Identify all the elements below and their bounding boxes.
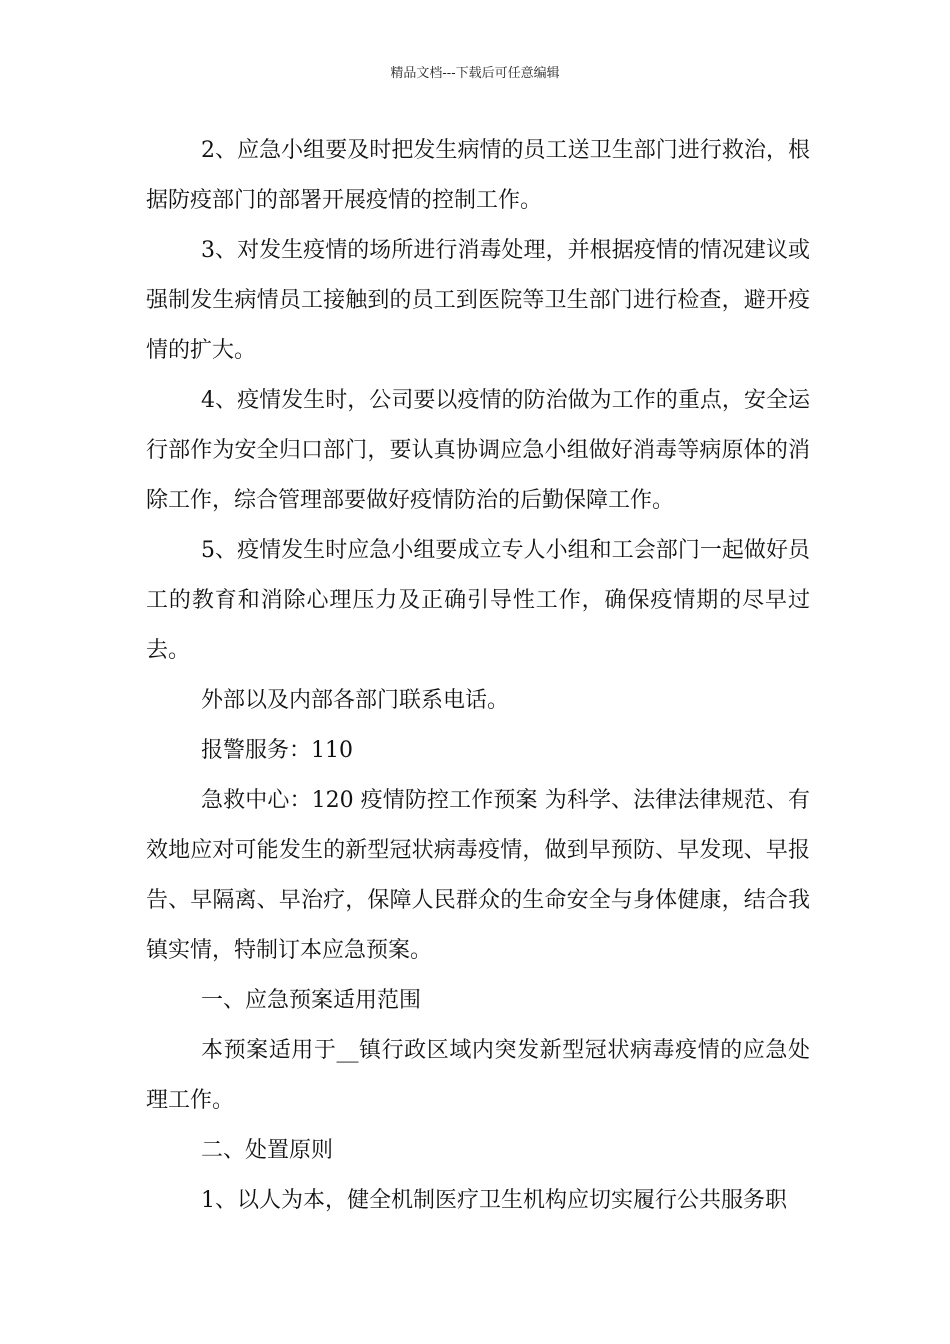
paragraph-contact-phones: 外部以及内部各部门联系电话。 xyxy=(201,688,510,713)
paragraph-prevention-focus: 4、疫情发生时，公司要以疫情的防治做为工作的重点，安全运行部作为安全归口部门，要认真协调应急小组做好消毒等病原体的消除工作，综合管理部要做好疫情防治的后勤保障工作。 xyxy=(146,388,810,513)
section-heading-principles: 二、处置原则 xyxy=(201,1138,334,1163)
paragraph-police-number: 报警服务：110 xyxy=(201,738,353,763)
paragraph-emergency-center: 急救中心：120 疫情防控工作预案 为科学、法律法律规范、有效地应对可能发生的新型冠状病毒疫情，做到早预防、早发现、早报告、早隔离、早治疗，保障人民群众的生命安全与身体健康，结合我镇实情，特制订本应急预案。 xyxy=(146,788,810,963)
page-header: 精品文档---下载后可任意编辑 xyxy=(390,66,560,81)
paragraph-staff-education: 5、疫情发生时应急小组要成立专人小组和工会部门一起做好员工的教育和消除心理压力及正确引导性工作，确保疫情期的尽早过去。 xyxy=(146,538,810,663)
paragraph-principle-1: 1、以人为本，健全机制医疗卫生机构应切实履行公共服务职 xyxy=(201,1188,787,1213)
document-body xyxy=(146,126,810,1226)
paragraph-scope: 本预案适用于__镇行政区域内突发新型冠状病毒疫情的应急处理工作。 xyxy=(146,1038,810,1113)
section-heading-scope: 一、应急预案适用范围 xyxy=(201,988,422,1013)
paragraph-treatment: 2、应急小组要及时把发生病情的员工送卫生部门进行救治，根据防疫部门的部署开展疫情的控制工作。 xyxy=(146,138,810,213)
paragraph-disinfection: 3、对发生疫情的场所进行消毒处理，并根据疫情的情况建议或强制发生病情员工接触到的员工到医院等卫生部门进行检查，避开疫情的扩大。 xyxy=(146,238,810,363)
